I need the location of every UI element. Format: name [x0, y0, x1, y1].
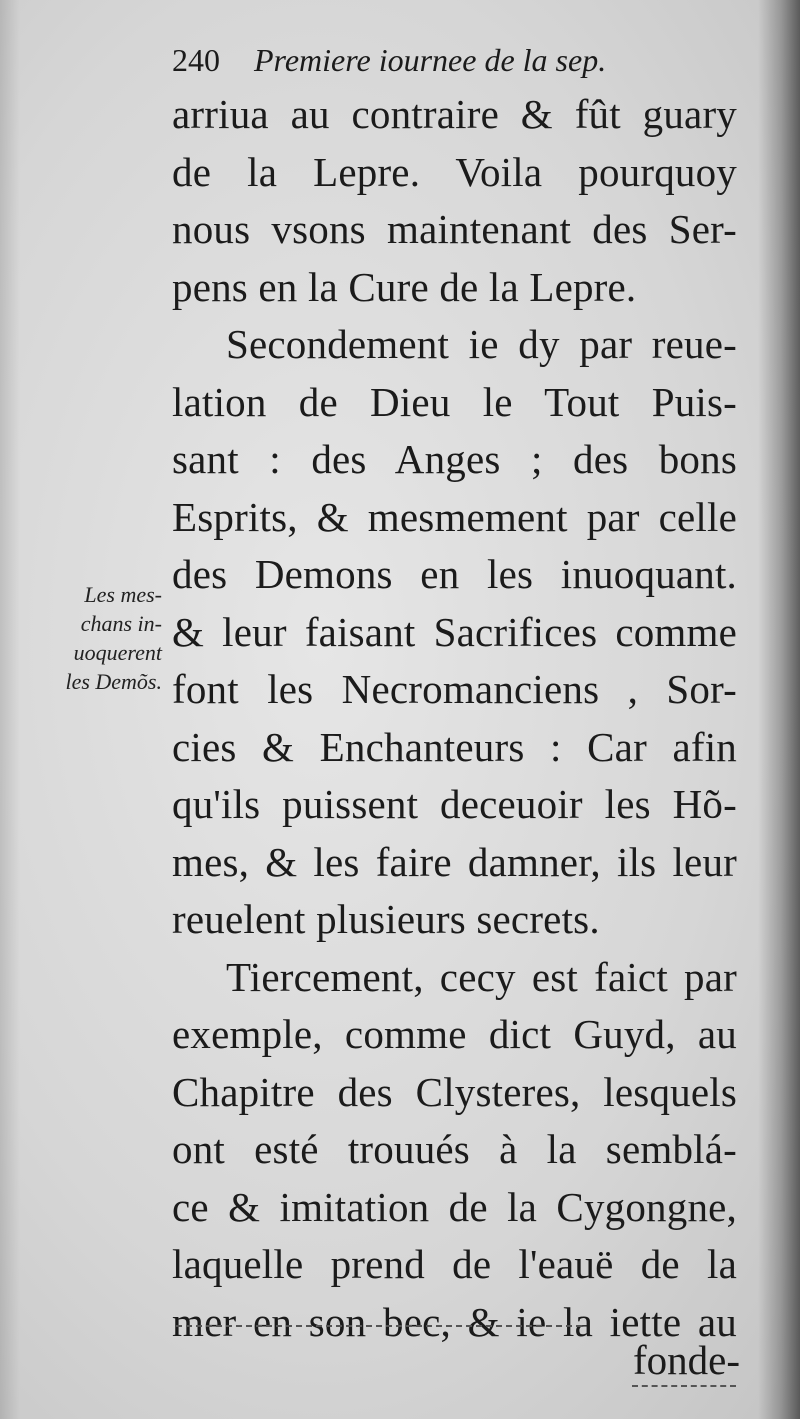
text-line: arriua au contraire & fût guary [172, 91, 737, 137]
text-line: ce & imitation de la Cygongne, [172, 1183, 737, 1230]
marginal-note-line: chans in- [80, 611, 162, 636]
text-line: lation de Dieu le Tout Puis- [172, 378, 737, 425]
left-edge-shadow [0, 0, 20, 1419]
marginal-note-line: les Demõs. [65, 669, 162, 694]
text-line: des Demons en les inuoquant. [172, 551, 737, 597]
marginal-note [32, 580, 162, 696]
text-line: exemple, comme dict Guyd, au [172, 1011, 737, 1057]
text-line: ont esté trouués à la semblá- [172, 1126, 737, 1172]
text-line: laquelle prend de l'eauë de la [172, 1241, 737, 1287]
running-title: Premiere iournee de la sep. [254, 42, 607, 78]
text-line: sant : des Anges ; des bons [172, 436, 737, 482]
text-line: reuelent plusieurs secrets. [172, 896, 600, 942]
text-line: cies & Enchanteurs : Car afin [172, 723, 737, 770]
catchword: fonde- [632, 1337, 740, 1383]
text-line: Esprits, & mesmement par celle [172, 493, 737, 540]
text-line: Secondement ie dy par reue- [226, 321, 737, 367]
text-line: nous vsons maintenant des Ser- [172, 206, 737, 252]
text-line: font les Necromanciens , Sor- [172, 666, 737, 712]
text-line: Chapitre des Clysteres, lesquels [172, 1068, 737, 1115]
marginal-note-line: Les mes- [84, 582, 162, 607]
text-line: Tiercement, cecy est faict par [226, 953, 737, 1000]
text-line: pens en la Cure de la Lepre. [172, 263, 637, 310]
page-number: 240 [172, 42, 220, 78]
marginal-note-line: uoquerent [73, 640, 162, 665]
body-text [172, 86, 737, 1351]
catchword-rule [632, 1385, 736, 1387]
gutter-shadow [758, 0, 800, 1419]
text-line: de la Lepre. Voila pourquoy [172, 148, 737, 195]
text-line: mer en son bec, & ie la iette au [172, 1298, 737, 1345]
text-line: mes, & les faire damner, ils leur [172, 838, 737, 885]
underline-rule [176, 1325, 582, 1327]
running-header [172, 38, 732, 82]
text-line: & leur faisant Sacrifices comme [172, 608, 737, 655]
text-line: qu'ils puissent deceuoir les Hõ- [172, 781, 737, 827]
